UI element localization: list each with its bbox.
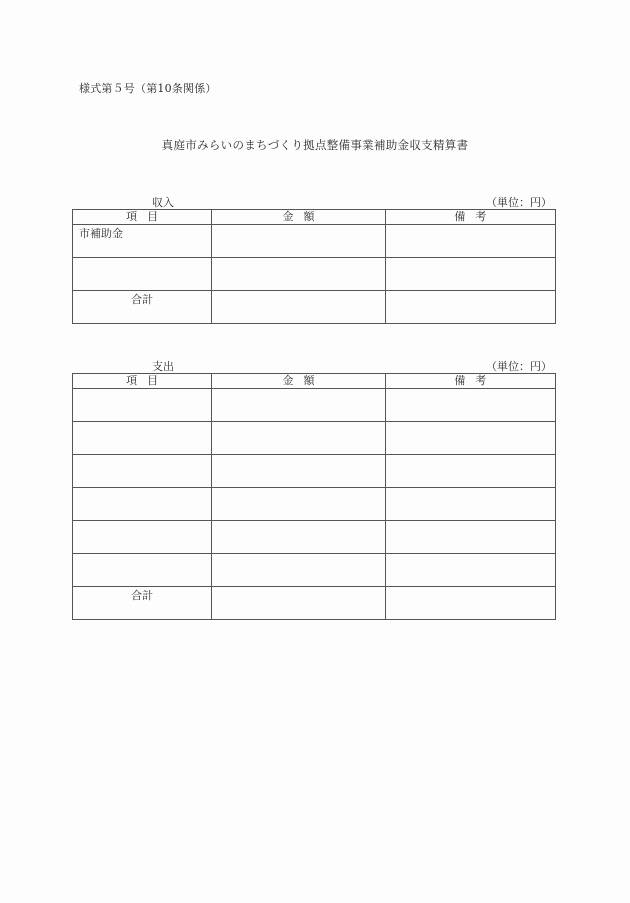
document-title: 真庭市みらいのまちづくり拠点整備事業補助金収支精算書	[161, 138, 469, 152]
expenditure-row	[73, 554, 556, 587]
income-total-row	[73, 291, 556, 324]
expenditure-item-cell[interactable]	[73, 422, 212, 455]
expenditure-header-row	[73, 374, 556, 389]
expenditure-row	[73, 521, 556, 554]
expenditure-amount-cell[interactable]	[212, 455, 385, 488]
expenditure-total-amount-cell[interactable]	[212, 587, 385, 620]
expenditure-total-note-cell[interactable]	[385, 587, 555, 620]
header-item: 項目	[73, 210, 212, 225]
expenditure-note-cell[interactable]	[385, 521, 555, 554]
expenditure-row	[73, 488, 556, 521]
expenditure-unit-label: （単位：円）	[486, 360, 552, 373]
expenditure-item-cell[interactable]	[73, 389, 212, 422]
income-section-label: 収入	[152, 196, 174, 209]
expenditure-section-label: 支出	[152, 360, 174, 373]
header-amount: 金額	[212, 210, 385, 225]
income-note-cell[interactable]	[385, 225, 555, 258]
form-number: 様式第５号（第10条関係）	[79, 82, 217, 95]
expenditure-item-cell[interactable]	[73, 488, 212, 521]
income-note-cell[interactable]	[385, 258, 555, 291]
header-item: 項目	[73, 374, 212, 389]
expenditure-total-label: 合計	[73, 587, 212, 620]
expenditure-total-row	[73, 587, 556, 620]
expenditure-item-cell[interactable]	[73, 554, 212, 587]
income-total-label: 合計	[73, 291, 212, 324]
income-table	[72, 209, 556, 324]
expenditure-row	[73, 455, 556, 488]
expenditure-note-cell[interactable]	[385, 422, 555, 455]
expenditure-table	[72, 373, 556, 620]
expenditure-note-cell[interactable]	[385, 488, 555, 521]
header-amount: 金額	[212, 374, 385, 389]
income-total-note-cell[interactable]	[385, 291, 555, 324]
expenditure-amount-cell[interactable]	[212, 422, 385, 455]
income-row	[73, 258, 556, 291]
income-total-amount-cell[interactable]	[212, 291, 385, 324]
income-amount-cell[interactable]	[212, 225, 385, 258]
expenditure-note-cell[interactable]	[385, 554, 555, 587]
income-unit-label: （単位：円）	[486, 196, 552, 209]
income-amount-cell[interactable]	[212, 258, 385, 291]
expenditure-note-cell[interactable]	[385, 389, 555, 422]
expenditure-amount-cell[interactable]	[212, 554, 385, 587]
income-item-cell[interactable]: 市補助金	[73, 225, 212, 258]
expenditure-item-cell[interactable]	[73, 455, 212, 488]
income-row	[73, 225, 556, 258]
income-item-cell[interactable]	[73, 258, 212, 291]
income-header-row	[73, 210, 556, 225]
expenditure-row	[73, 422, 556, 455]
header-note: 備考	[385, 374, 555, 389]
expenditure-row	[73, 389, 556, 422]
expenditure-amount-cell[interactable]	[212, 521, 385, 554]
header-note: 備考	[385, 210, 555, 225]
expenditure-note-cell[interactable]	[385, 455, 555, 488]
expenditure-amount-cell[interactable]	[212, 488, 385, 521]
expenditure-amount-cell[interactable]	[212, 389, 385, 422]
expenditure-item-cell[interactable]	[73, 521, 212, 554]
